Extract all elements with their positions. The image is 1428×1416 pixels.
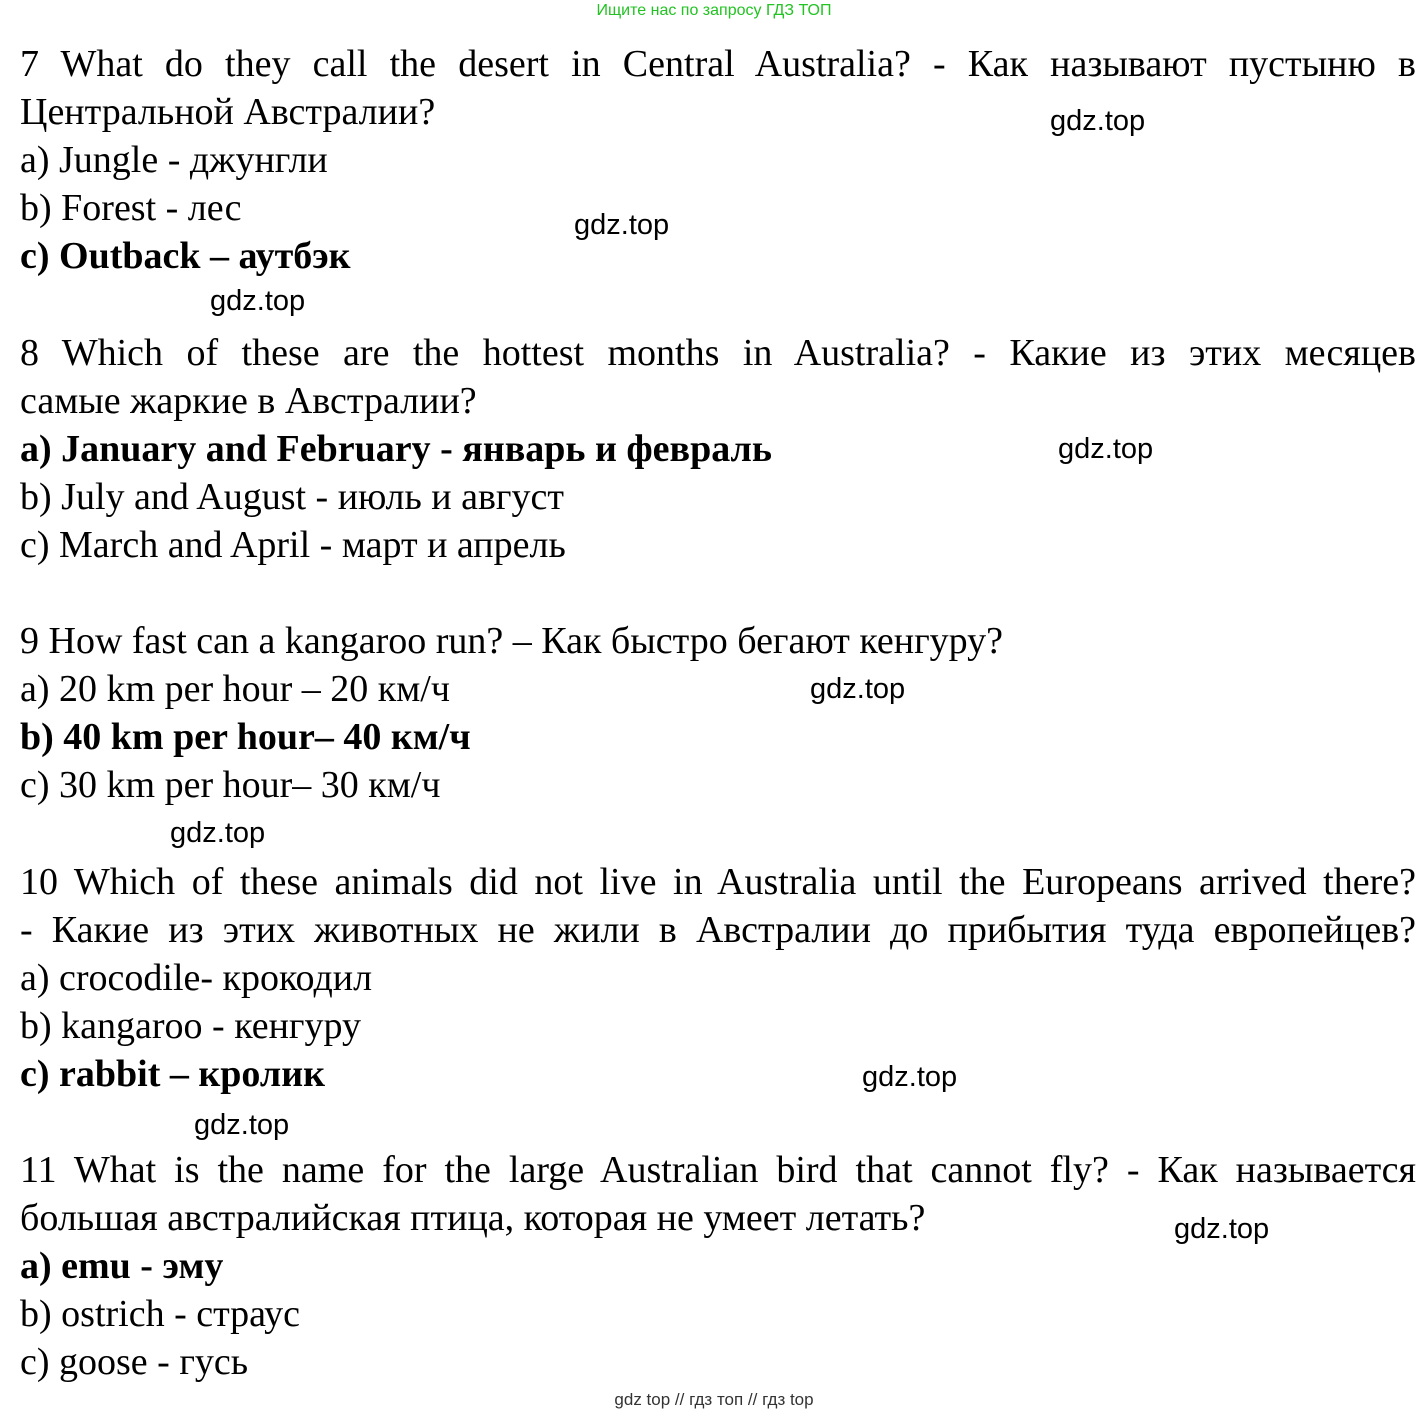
search-hint-link[interactable]: Ищите нас по запросу ГДЗ ТОП — [596, 2, 832, 19]
question-7-option-b: b) Forest - лес — [20, 187, 242, 229]
question-11-option-c: c) goose - гусь — [20, 1341, 249, 1383]
watermark: gdz.top — [574, 209, 670, 241]
question-8-option-c: c) March and April - март и апрель — [20, 524, 566, 566]
question-11-line-2: большая австралийская птица, которая не умеет летать? — [20, 1197, 926, 1239]
watermark: gdz.top — [810, 673, 906, 705]
question-9-line-1: 9 How fast can a kangaroo run? – Как быстро бегают кенгуру? — [20, 620, 1004, 662]
question-8-line-2: самые жаркие в Австралии? — [20, 380, 477, 422]
footer-links[interactable]: gdz top // гдз топ // гдз top — [614, 1390, 814, 1409]
question-7-option-c-correct: c) Outback – аутбэк — [20, 235, 351, 277]
question-8-line-1: 8 Which of these are the hottest months in Australia? - Какие из этих месяцев — [20, 332, 1416, 374]
question-11-option-b: b) ostrich - страус — [20, 1293, 300, 1335]
question-8-option-a-correct: a) January and February - январь и февраль — [20, 428, 772, 470]
watermark: gdz.top — [1050, 105, 1146, 137]
question-7-option-a: a) Jungle - джунгли — [20, 139, 328, 181]
question-10-option-a: a) crocodile- крокодил — [20, 957, 373, 999]
question-10-line-1: 10 Which of these animals did not live in Australia until the Europeans arrived there? — [20, 861, 1416, 903]
question-11-option-a-correct: a) emu - эму — [20, 1245, 224, 1287]
question-8-option-b: b) July and August - июль и август — [20, 476, 564, 518]
question-7-line-1: 7 What do they call the desert in Central Australia? - Как называют пустыню в — [20, 43, 1416, 85]
question-10-line-2: - Какие из этих животных не жили в Австралии до прибытия туда европейцев? — [20, 909, 1416, 951]
watermark: gdz.top — [1174, 1213, 1270, 1245]
watermark: gdz.top — [194, 1109, 290, 1141]
question-7-line-2: Центральной Австралии? — [20, 91, 436, 133]
watermark: gdz.top — [210, 285, 306, 317]
watermark: gdz.top — [1058, 433, 1154, 465]
question-9-option-b-correct: b) 40 km per hour– 40 км/ч — [20, 716, 471, 758]
question-9-option-a: a) 20 km per hour – 20 км/ч — [20, 668, 450, 710]
watermark: gdz.top — [170, 817, 266, 849]
question-10-option-c-correct: c) rabbit – кролик — [20, 1053, 326, 1095]
question-11-line-1: 11 What is the name for the large Australian bird that cannot fly? - Как называется — [20, 1149, 1416, 1191]
question-9-option-c: c) 30 km per hour– 30 км/ч — [20, 764, 441, 806]
watermark: gdz.top — [862, 1061, 958, 1093]
question-10-option-b: b) kangaroo - кенгуру — [20, 1005, 361, 1047]
